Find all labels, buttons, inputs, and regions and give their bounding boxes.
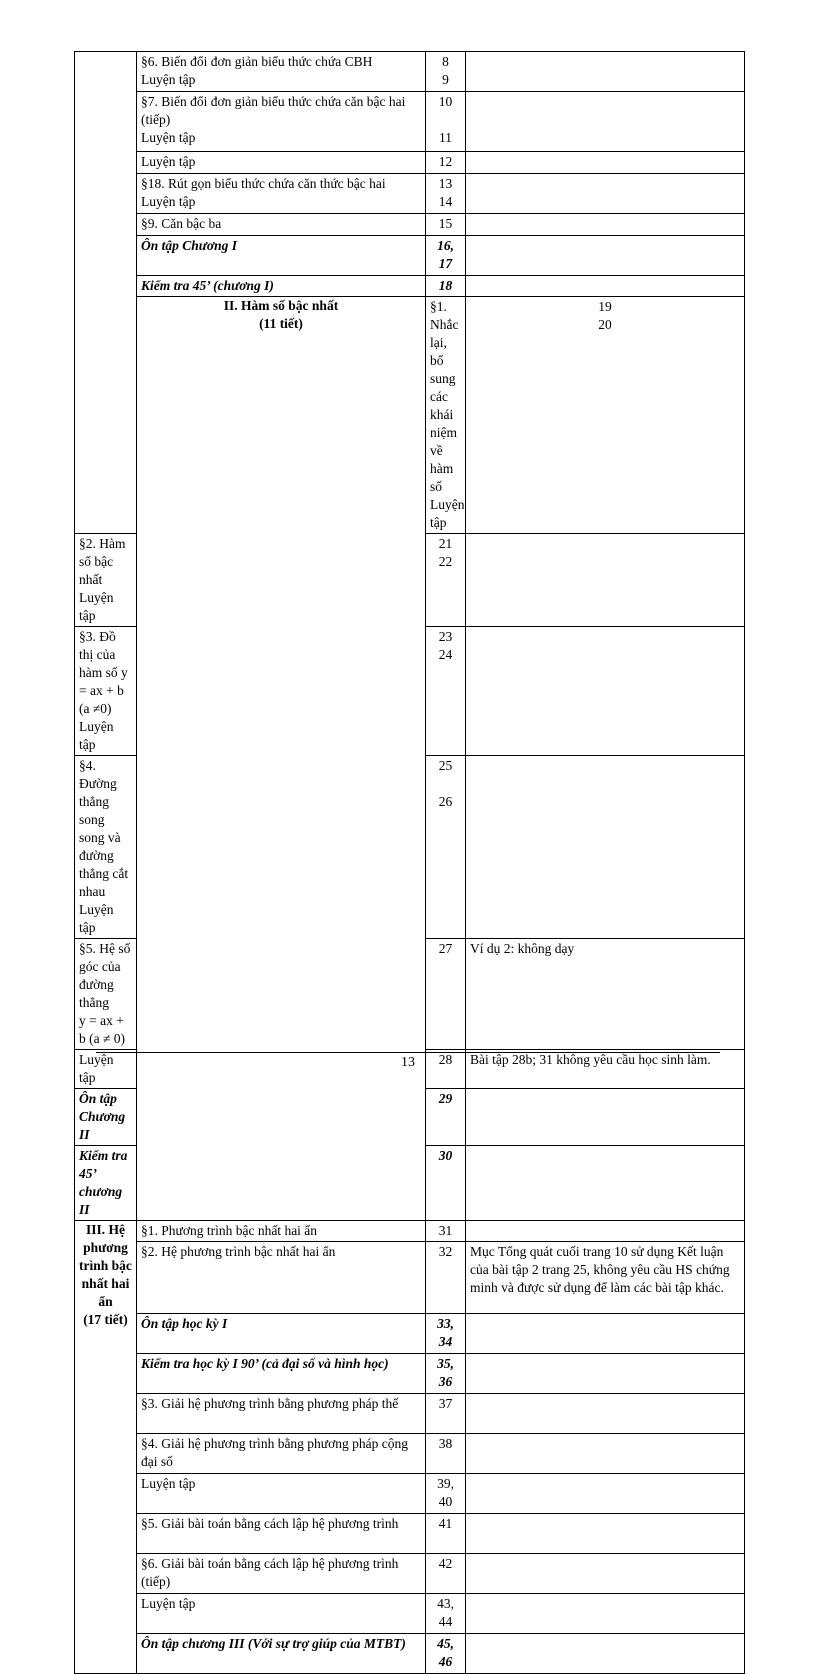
- table-row: [75, 52, 745, 92]
- note-cell: [466, 1474, 745, 1514]
- period-cell: 27: [426, 939, 466, 1050]
- period-cell: 23 24: [426, 627, 466, 756]
- period-cell: 16, 17: [426, 236, 466, 276]
- period-cell: 29: [426, 1089, 466, 1146]
- note-cell: Bài tập 28b; 31 không yêu cầu học sinh làm.: [466, 1050, 745, 1089]
- period-cell: 33, 34: [426, 1314, 466, 1354]
- period-cell: 21 22: [426, 534, 466, 627]
- lesson-cell: §3. Giải hệ phương trình bằng phương pháp thế: [137, 1394, 426, 1434]
- period-cell: 45, 46: [426, 1634, 466, 1674]
- lesson-cell: §6. Giải bài toán bằng cách lập hệ phương trình (tiếp): [137, 1554, 426, 1594]
- note-cell: [466, 92, 745, 152]
- note-cell: [466, 174, 745, 214]
- note-cell: [466, 1089, 745, 1146]
- note-cell: [466, 276, 745, 297]
- table-row: [75, 1554, 745, 1594]
- note-cell: [466, 534, 745, 627]
- note-cell: [466, 627, 745, 756]
- period-cell: 41: [426, 1514, 466, 1554]
- page-number: 13: [401, 1055, 415, 1070]
- table-row: [75, 1634, 745, 1674]
- table-row: [75, 297, 745, 534]
- lesson-cell: §18. Rút gọn biểu thức chứa căn thức bậc hai Luyện tập: [137, 174, 426, 214]
- table-body: [75, 52, 745, 1674]
- footer-rule: [96, 1052, 720, 1053]
- lesson-cell: §1. Phương trình bậc nhất hai ẩn: [137, 1221, 426, 1242]
- table-row: [75, 214, 745, 236]
- note-cell: [466, 214, 745, 236]
- lesson-cell: §4. Giải hệ phương trình bằng phương pháp cộng đại số: [137, 1434, 426, 1474]
- period-cell: 37: [426, 1394, 466, 1434]
- lesson-cell: §2. Hệ phương trình bậc nhất hai ẩn: [137, 1242, 426, 1314]
- lesson-cell: §5. Giải bài toán bằng cách lập hệ phương trình: [137, 1514, 426, 1554]
- note-cell: [466, 52, 745, 92]
- lesson-cell: §3. Đồ thị của hàm số y = ax + b (a ≠0) Luyện tập: [75, 627, 137, 756]
- period-cell: 13 14: [426, 174, 466, 214]
- table-row: [75, 236, 745, 276]
- period-cell: 18: [426, 276, 466, 297]
- period-cell: 31: [426, 1221, 466, 1242]
- period-cell: 42: [426, 1554, 466, 1594]
- curriculum-table: [74, 51, 745, 1674]
- period-cell: 30: [426, 1146, 466, 1221]
- note-cell: [466, 1594, 745, 1634]
- lesson-cell: Ôn tập Chương II: [75, 1089, 137, 1146]
- table-row: [75, 1314, 745, 1354]
- period-cell: 15: [426, 214, 466, 236]
- lesson-cell: §1. Nhắc lại, bổ sung các khái niệm về hàm số Luyện tập: [426, 297, 466, 534]
- note-cell: [466, 1314, 745, 1354]
- chapter-cell: II. Hàm số bậc nhất (11 tiết): [137, 297, 426, 1221]
- lesson-cell: Luyện tập: [137, 1594, 426, 1634]
- note-cell: [466, 1634, 745, 1674]
- period-cell: 10 11: [426, 92, 466, 152]
- table-row: [75, 1354, 745, 1394]
- lesson-cell: §6. Biến đổi đơn giản biểu thức chứa CBH Luyện tập: [137, 52, 426, 92]
- table-row: [75, 1242, 745, 1314]
- note-cell: [466, 236, 745, 276]
- note-cell: [466, 1514, 745, 1554]
- period-cell: 38: [426, 1434, 466, 1474]
- note-cell: [466, 1434, 745, 1474]
- chapter-cell: [75, 52, 137, 534]
- period-cell: 35, 36: [426, 1354, 466, 1394]
- note-cell: [466, 756, 745, 939]
- table-row: [75, 92, 745, 152]
- period-cell: 32: [426, 1242, 466, 1314]
- lesson-cell: §2. Hàm số bậc nhất Luyện tập: [75, 534, 137, 627]
- note-cell: [466, 1354, 745, 1394]
- period-cell: 43, 44: [426, 1594, 466, 1634]
- period-cell: 28: [426, 1050, 466, 1089]
- lesson-cell: Ôn tập học kỳ I: [137, 1314, 426, 1354]
- table-row: [75, 174, 745, 214]
- period-cell: 8 9: [426, 52, 466, 92]
- lesson-cell: Ôn tập chương III (Với sự trợ giúp của MTBT): [137, 1634, 426, 1674]
- table-row: [75, 1594, 745, 1634]
- period-cell: 19 20: [466, 297, 745, 534]
- table-row: [75, 1434, 745, 1474]
- chapter-cell: III. Hệ phương trình bậc nhất hai ẩn (17 tiết): [75, 1221, 137, 1674]
- note-cell: [466, 1554, 745, 1594]
- table-row: [75, 1474, 745, 1514]
- note-cell: Ví dụ 2: không dạy: [466, 939, 745, 1050]
- note-cell: [466, 152, 745, 174]
- table-row: [75, 1514, 745, 1554]
- lesson-cell: Kiểm tra 45’ chương II: [75, 1146, 137, 1221]
- note-cell: [466, 1394, 745, 1434]
- table-row: [75, 1394, 745, 1434]
- period-cell: 39, 40: [426, 1474, 466, 1514]
- lesson-cell: Kiểm tra 45’ (chương I): [137, 276, 426, 297]
- lesson-cell: Ôn tập Chương I: [137, 236, 426, 276]
- table-row: [75, 276, 745, 297]
- note-cell: [466, 1221, 745, 1242]
- period-cell: 12: [426, 152, 466, 174]
- table-row: [75, 152, 745, 174]
- lesson-cell: §7. Biến đổi đơn giản biểu thức chứa căn bậc hai (tiếp) Luyện tập: [137, 92, 426, 152]
- lesson-cell: Luyện tập: [137, 1474, 426, 1514]
- note-cell: [466, 1146, 745, 1221]
- table-row: [75, 1221, 745, 1242]
- lesson-cell: Luyện tập: [75, 1050, 137, 1089]
- lesson-cell: §9. Căn bậc ba: [137, 214, 426, 236]
- note-cell: Mục Tổng quát cuối trang 10 sử dụng Kết luận của bài tập 2 trang 25, không yêu cầu HS chứng minh và được sử dụng để làm các bài tập khác.: [466, 1242, 745, 1314]
- lesson-cell: §5. Hệ số góc của đường thẳng y = ax + b (a ≠ 0): [75, 939, 137, 1050]
- lesson-cell: Luyện tập: [137, 152, 426, 174]
- lesson-cell: §4. Đường thẳng song song và đường thẳng cắt nhau Luyện tập: [75, 756, 137, 939]
- period-cell: 25 26: [426, 756, 466, 939]
- lesson-cell: Kiểm tra học kỳ I 90’ (cả đại số và hình học): [137, 1354, 426, 1394]
